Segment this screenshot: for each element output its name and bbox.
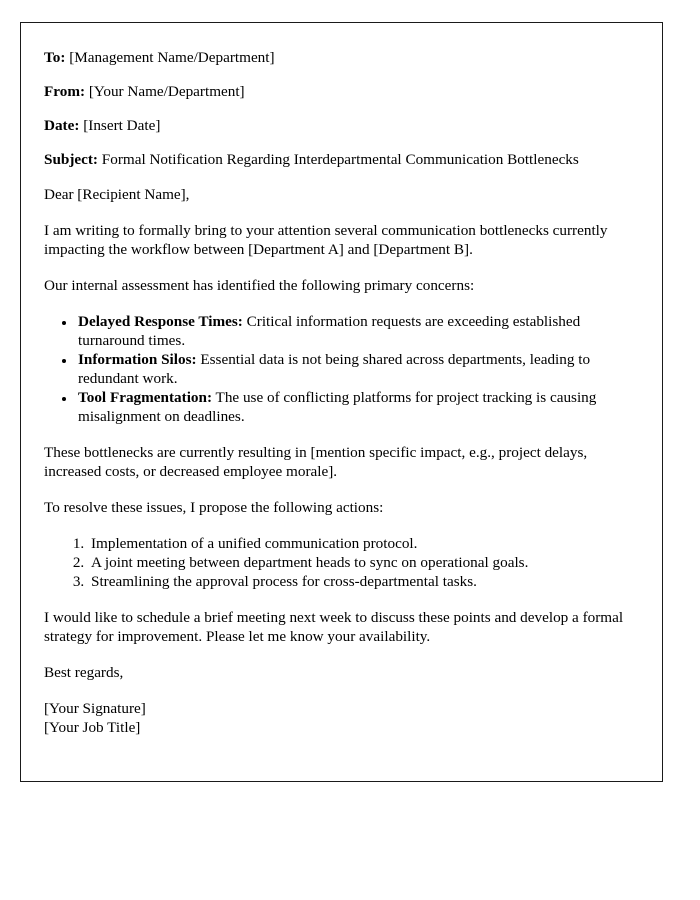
list-item [76, 350, 640, 388]
field-row-subject [44, 151, 640, 169]
impact-paragraph: These bottlenecks are currently resulting in [mention specific impact, e.g., project delays, increased costs, or decreased employee morale]. [44, 444, 588, 480]
field-label-to: To: [44, 49, 66, 66]
field-value-date: [Insert Date] [83, 117, 161, 134]
signature-line: [Your Signature] [44, 700, 146, 717]
actions-intro: To resolve these issues, I propose the following actions: [44, 499, 384, 516]
actions-list [44, 534, 640, 591]
list-item: 3. Streamlining the approval process for cross-departmental tasks. [88, 572, 640, 591]
letter-border-frame [20, 22, 663, 782]
field-label-subject: Subject: [44, 151, 98, 168]
field-value-to: [Management Name/Department] [69, 49, 275, 66]
letter-content [21, 23, 662, 737]
field-value-from: [Your Name/Department] [88, 83, 245, 100]
concern-lead: Delayed Response Times: [78, 313, 243, 330]
job-title-line: [Your Job Title] [44, 719, 141, 736]
opening-paragraph: I am writing to formally bring to your attention several communication bottlenecks currently impacting the workflow between [Department A] and [Department B]. [44, 222, 608, 258]
field-label-date: Date: [44, 117, 80, 134]
field-row-from [44, 83, 640, 101]
concern-lead: Information Silos: [78, 351, 197, 368]
salutation: Dear [Recipient Name], [44, 186, 190, 203]
signature-block [44, 699, 640, 737]
concerns-intro: Our internal assessment has identified the following primary concerns: [44, 277, 475, 294]
concern-text: Critical information requests are exceeding established turnaround times. [78, 313, 581, 349]
closing-paragraph: I would like to schedule a brief meeting next week to discuss these points and develop a formal strategy for improvement. Please let me know your availability. [44, 609, 624, 645]
field-row-date [44, 117, 640, 135]
list-item [76, 388, 640, 426]
concerns-list [44, 312, 640, 426]
concern-text: The use of conflicting platforms for project tracking is causing misalignment on deadlines. [78, 389, 597, 425]
field-row-to [44, 49, 640, 67]
field-label-from: From: [44, 83, 86, 100]
list-item: 2. A joint meeting between department heads to sync on operational goals. [88, 553, 640, 572]
field-value-subject: Formal Notification Regarding Interdepartmental Communication Bottlenecks [101, 151, 579, 168]
concern-text: Essential data is not being shared across departments, leading to redundant work. [78, 351, 591, 387]
sign-off: Best regards, [44, 664, 124, 681]
list-item [76, 312, 640, 350]
list-item: 1. Implementation of a unified communication protocol. [88, 534, 640, 553]
concern-lead: Tool Fragmentation: [78, 389, 213, 406]
